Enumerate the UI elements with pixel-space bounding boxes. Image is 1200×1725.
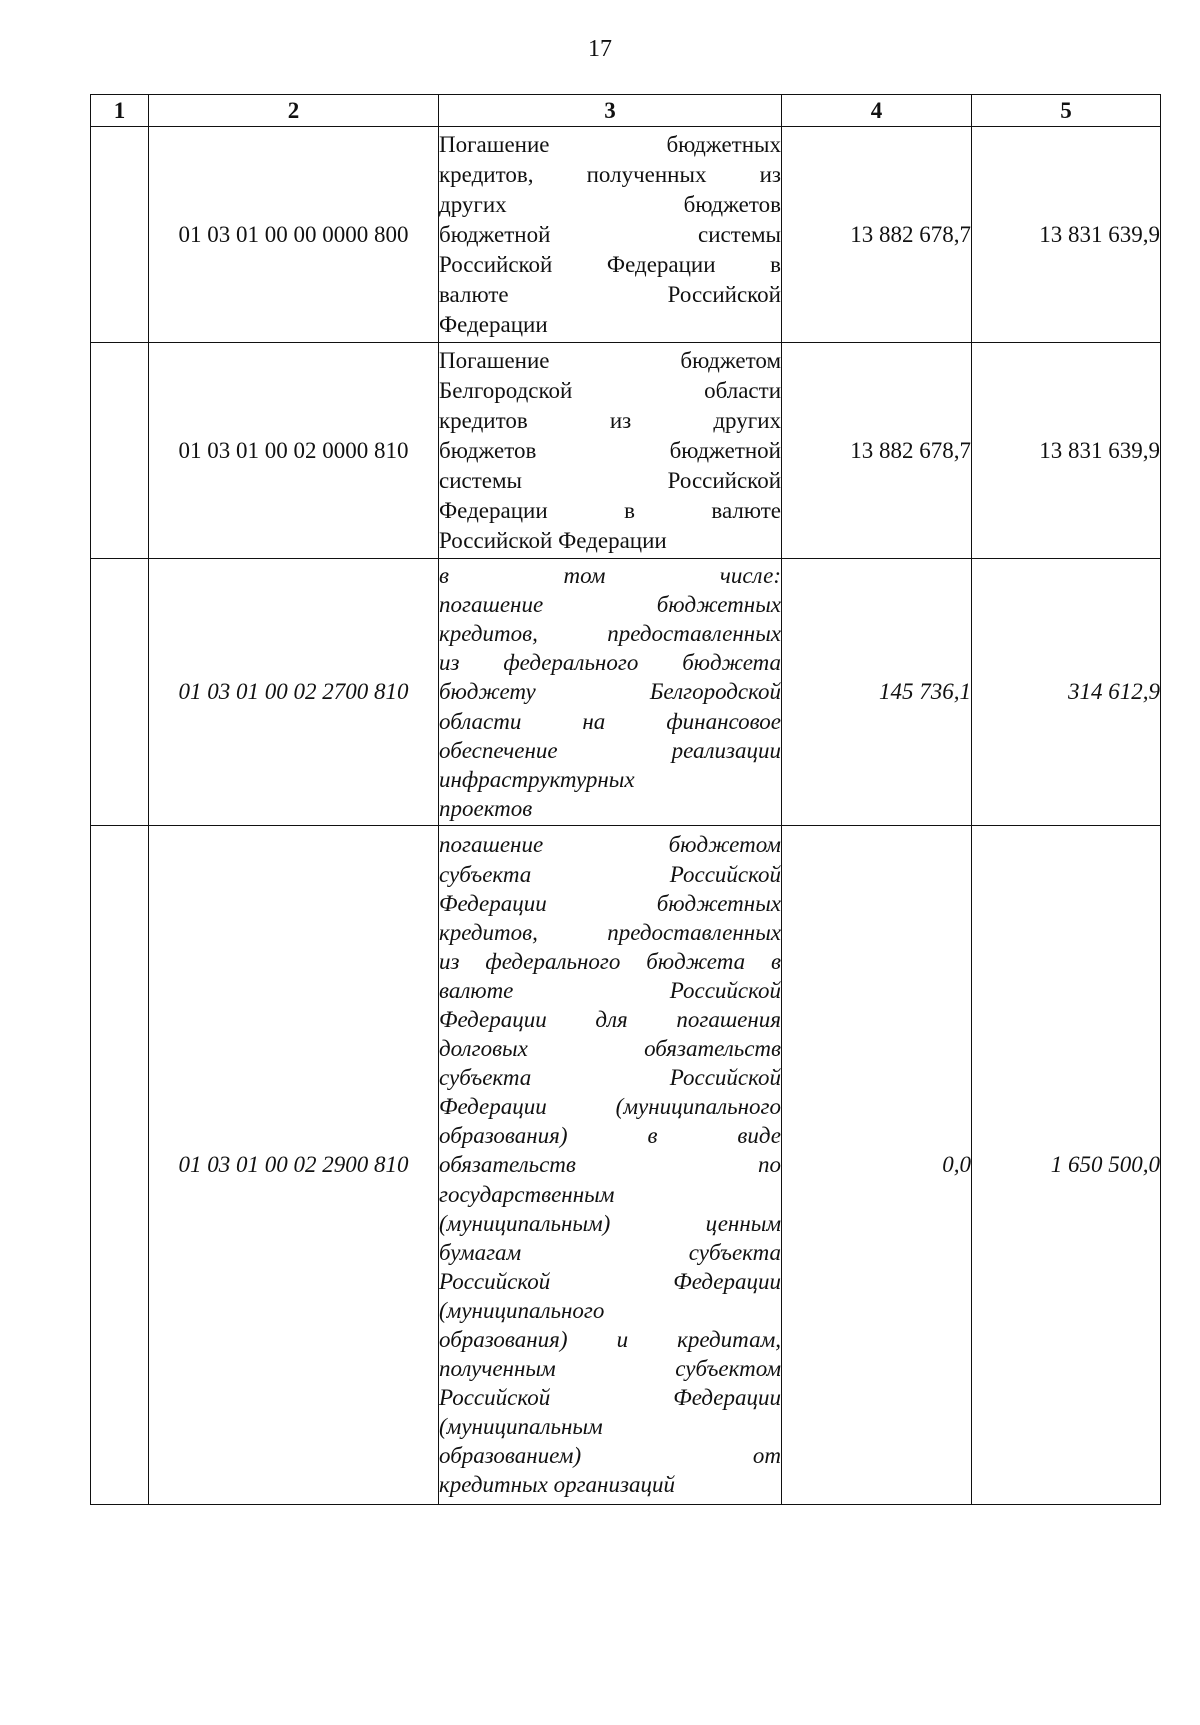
budget-table [90,94,1161,1505]
description-line: Российской Федерации [439,1268,781,1294]
description-line: образования) и кредитам, [439,1327,781,1353]
value-col-5-cell: 13 831 639,9 [972,343,1161,559]
description-line: Федерации в валюте [439,497,781,523]
description-line: Российской Федерации [439,1385,781,1411]
description-line: (муниципальным) ценным [439,1210,781,1236]
description-line: других бюджетов [439,191,781,217]
description-text [439,561,781,823]
row-number-cell [91,559,149,826]
description-line: кредитов, полученных из [439,161,781,187]
description-line: проектов [439,795,533,821]
description-line: Федерации бюджетных [439,890,781,916]
description-line: (муниципальным [439,1414,603,1440]
description-line: в том числе: [439,563,781,589]
description-line: бюджетов бюджетной [439,437,781,463]
description-line: Погашение бюджетом [439,347,781,373]
description-line: кредитов из других [439,407,781,433]
description-cell [439,559,782,826]
budget-code-cell: 01 03 01 00 02 0000 810 [149,343,439,559]
row-number-cell [91,127,149,343]
value-col-5-cell: 13 831 639,9 [972,127,1161,343]
table-row [91,343,1161,559]
description-cell [439,127,782,343]
description-line: валюте Российской [439,977,781,1003]
budget-code-cell: 01 03 01 00 02 2700 810 [149,559,439,826]
description-line: кредитов, предоставленных [439,919,781,945]
description-line: из федерального бюджета в [439,948,781,974]
value-col-4-cell: 13 882 678,7 [782,127,972,343]
description-line: Российской Федерации в [439,251,781,277]
budget-code-cell: 01 03 01 00 02 2900 810 [149,826,439,1505]
description-line: из федерального бюджета [439,650,781,676]
description-line: бюджетной системы [439,221,781,247]
header-col-3: 3 [439,95,782,127]
header-col-1: 1 [91,95,149,127]
page-number: 17 [588,36,612,62]
value-col-4-cell: 145 736,1 [782,559,972,826]
header-col-5: 5 [972,95,1161,127]
description-line: полученным субъектом [439,1356,781,1382]
description-line: Федерации (муниципального [439,1094,781,1120]
description-line: Федерации для погашения [439,1006,781,1032]
description-line: погашение бюджетных [439,592,781,618]
description-line: образованием) от [439,1443,781,1469]
description-line: долговых обязательств [439,1036,781,1062]
description-line: субъекта Российской [439,1065,781,1091]
description-line: валюте Российской [439,281,781,307]
description-line: кредитных организаций [439,1472,675,1498]
description-line: погашение бюджетом [439,832,781,858]
description-cell [439,826,782,1505]
description-line: Федерации [439,311,548,337]
header-col-4: 4 [782,95,972,127]
description-text [439,130,781,340]
header-row [91,95,1161,127]
description-cell [439,343,782,559]
description-line: (муниципального [439,1297,605,1323]
value-col-5-cell: 1 650 500,0 [972,826,1161,1505]
description-line: обязательств по [439,1152,781,1178]
description-line: бюджету Белгородской [439,679,781,705]
description-line: субъекта Российской [439,861,781,887]
description-line: Российской Федерации [439,527,667,553]
row-number-cell [91,826,149,1505]
table-row [91,559,1161,826]
description-line: обеспечение реализации [439,737,781,763]
description-line: Белгородской области [439,377,781,403]
description-line: государственным [439,1181,615,1207]
description-line: Погашение бюджетных [439,131,781,157]
row-number-cell [91,343,149,559]
description-text [439,830,781,1499]
value-col-4-cell: 13 882 678,7 [782,343,972,559]
value-col-4-cell: 0,0 [782,826,972,1505]
description-line: образования) в виде [439,1123,781,1149]
description-line: инфраструктурных [439,766,635,792]
description-line: системы Российской [439,467,781,493]
header-col-2: 2 [149,95,439,127]
value-col-5-cell: 314 612,9 [972,559,1161,826]
description-line: бумагам субъекта [439,1239,781,1265]
table-row [91,127,1161,343]
description-line: области на финансовое [439,708,781,734]
description-text [439,346,781,556]
description-line: кредитов, предоставленных [439,621,781,647]
table-row [91,826,1161,1505]
budget-code-cell: 01 03 01 00 00 0000 800 [149,127,439,343]
